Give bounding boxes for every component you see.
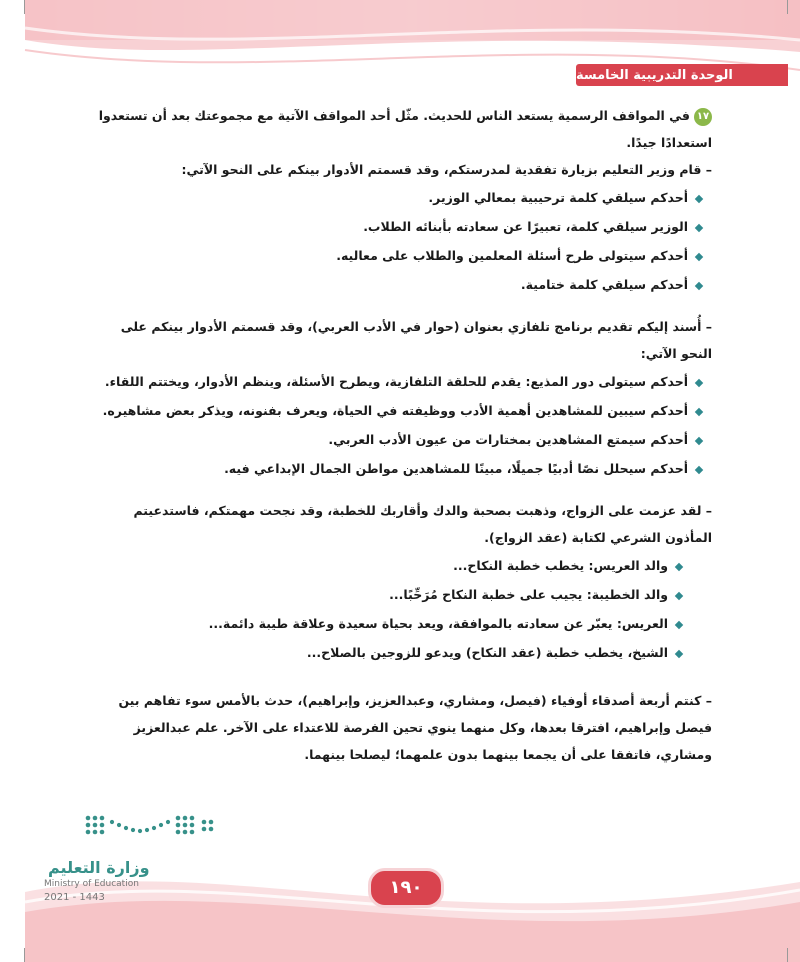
- edition-year: 2021 - 1443: [44, 892, 105, 903]
- bullet-diamond-icon: [695, 252, 703, 260]
- question-17: [92, 102, 712, 156]
- list-item: أحدكم سيحلل نصًا أدبيًا جميلًا، مبينًا للمشاهدين مواطن الجمال الإبداعي فيه.: [92, 454, 702, 483]
- bullet-diamond-icon: [675, 620, 683, 628]
- crop-mark: [24, 0, 25, 14]
- bullet-diamond-icon: [695, 465, 703, 473]
- unit-title-banner: الوحدة التدريبية الخامسة: [576, 64, 788, 86]
- scenario2-intro: – أُسند إليكم تقديم برنامج تلفازي بعنوان (حوار في الأدب العربي)، وقد قسمتم الأدوار بينكم على النحو الآتي:: [120, 319, 712, 361]
- scenario3-intro: – لقد عزمت على الزواج، وذهبت بصحبة والدك وأقاربك للخطبة، وقد نجحت مهمتكم، فاستدعيتم المأذون الشرعي لكتابة (عقد الزواج).: [133, 503, 712, 545]
- scenario2-list: [92, 367, 712, 483]
- question-number-badge: ١٧: [694, 108, 712, 126]
- scenario3-list: [92, 551, 712, 667]
- ministry-logo: [44, 812, 194, 902]
- crop-mark: [24, 948, 25, 962]
- page-number: ١٩٠: [368, 868, 444, 908]
- crop-mark: [787, 0, 788, 14]
- scenario4-text: – كنتم أربعة أصدقاء أوفياء (فيصل، ومشاري، وعبدالعزيز، وإبراهيم)، حدث بالأمس سوء تفاهم بين فيصل وإبراهيم، افترقا بعدها، وكل منهما ينوي تحين الفرصة للاعتداء على الآخر. علم عبدالعزيز ومشاري، فاتفقا على أن يجمعا بينهما بدون علمهما؛ ليصلحا بينهما.: [118, 693, 712, 762]
- list-item: الوزير سيلقي كلمة، تعبيرًا عن سعادته بأبنائه الطلاب.: [92, 212, 702, 241]
- list-item: أحدكم سيتولى دور المذيع: يقدم للحلقة التلفازية، ويطرح الأسئلة، وينظم الأدوار، ويختتم اللقاء.: [92, 367, 702, 396]
- list-item: أحدكم سيلقي كلمة ختامية.: [92, 270, 702, 299]
- crop-mark: [787, 948, 788, 962]
- list-item: العريس: يعبّر عن سعادته بالموافقة، ويعد بحياة سعيدة وعلاقة طيبة دائمة...: [92, 609, 682, 638]
- ministry-dots-icon: [80, 812, 220, 840]
- list-item: والد العريس: يخطب خطبة النكاح...: [92, 551, 682, 580]
- scenario1-intro: – قام وزير التعليم بزيارة تفقدية لمدرستكم، وقد قسمتم الأدوار بينكم على النحو الآتي:: [181, 162, 712, 177]
- question-intro: في المواقف الرسمية يستعد الناس للحديث. مثّل أحد المواقف الآتية مع مجموعتك بعد أن تستعدوا استعدادًا جيدًا.: [98, 108, 712, 150]
- bullet-diamond-icon: [675, 649, 683, 657]
- bullet-diamond-icon: [675, 591, 683, 599]
- list-item: أحدكم سيبين للمشاهدين أهمية الأدب ووظيفته في الحياة، ويعرف بفنونه، ويذكر بعض مشاهيره.: [92, 396, 702, 425]
- ministry-name-arabic: وزارة التعليم: [48, 858, 150, 877]
- list-item: أحدكم سيلقي كلمة ترحيبية بمعالي الوزير.: [92, 183, 702, 212]
- scenario1-list: [92, 183, 712, 299]
- list-item: والد الخطيبة: يجيب على خطبة النكاح مُرَحِّبًا...: [92, 580, 682, 609]
- bullet-diamond-icon: [695, 194, 703, 202]
- top-wave-decoration: [0, 0, 800, 110]
- list-item: أحدكم سيمتع المشاهدين بمختارات من عيون الأدب العربي.: [92, 425, 702, 454]
- bullet-diamond-icon: [695, 407, 703, 415]
- ministry-name-english: Ministry of Education: [44, 879, 139, 889]
- bullet-diamond-icon: [675, 562, 683, 570]
- bullet-diamond-icon: [695, 436, 703, 444]
- list-item: الشيخ، يخطب خطبة (عقد النكاح) ويدعو للزوجين بالصلاح...: [92, 638, 682, 667]
- bullet-diamond-icon: [695, 281, 703, 289]
- bullet-diamond-icon: [695, 223, 703, 231]
- list-item: أحدكم سيتولى طرح أسئلة المعلمين والطلاب على معاليه.: [92, 241, 702, 270]
- bullet-diamond-icon: [695, 378, 703, 386]
- page-content: [92, 102, 712, 768]
